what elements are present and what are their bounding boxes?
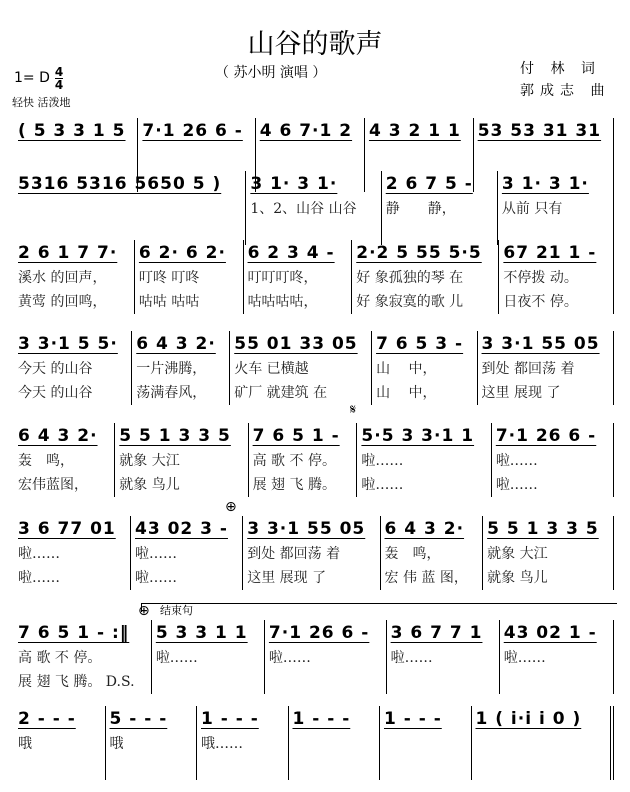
measure-notes: 5 5 1 3 3 5 bbox=[487, 519, 599, 539]
measure-notes: 1 - - - bbox=[201, 709, 259, 729]
lyric-verse-1: 高 歌 不 停。 bbox=[18, 650, 102, 666]
lyric-verse-2: 矿厂 就建筑 在 bbox=[234, 385, 328, 401]
measure bbox=[14, 423, 115, 497]
song-title: 山谷的歌声 bbox=[247, 29, 383, 60]
system-6 bbox=[14, 516, 614, 590]
measure bbox=[152, 620, 265, 694]
lyric-verse-1: 轰 鸣， bbox=[18, 453, 74, 469]
measure-notes: 3 3·1 5 5· bbox=[18, 334, 118, 354]
lyric-verse-1: 啦…… bbox=[18, 546, 60, 562]
measure bbox=[500, 620, 614, 694]
measure bbox=[492, 423, 614, 497]
tempo-marking: 轻快 活泼地 bbox=[12, 96, 71, 109]
lyric-verse-1: 就象 大江 bbox=[119, 453, 180, 469]
lyric-verse-1: 到处 都回荡 着 bbox=[481, 361, 575, 377]
lyric-verse-2: 咕咕咕咕， bbox=[247, 294, 318, 310]
measure-notes: 7 6 5 3 - bbox=[376, 334, 464, 354]
measure bbox=[135, 240, 244, 314]
key: 1= D bbox=[14, 70, 50, 86]
measure-notes: 6 2 3 4 - bbox=[247, 243, 335, 263]
lyric-verse-1: 就象 大江 bbox=[487, 546, 548, 562]
lyric-verse-1: 不停拨 动。 bbox=[503, 270, 578, 286]
lyric-verse-2: 黄莺 的回鸣， bbox=[18, 294, 107, 310]
lyric-verse-2 bbox=[110, 756, 193, 780]
lyric-verse-1: 哦 bbox=[109, 736, 124, 752]
measure bbox=[499, 240, 614, 314]
lyric-verse-1: 一片沸腾， bbox=[136, 361, 207, 377]
composer: 郭成志 曲 bbox=[520, 83, 611, 99]
lyric-verse-1: 好 象孤独的琴 在 bbox=[356, 270, 464, 286]
lyric-verse-1: 叮咚 叮咚 bbox=[138, 270, 200, 286]
lyric-verse-1: 啦…… bbox=[503, 650, 546, 666]
lyric-verse-2: 这里 展现 了 bbox=[247, 570, 327, 586]
measure bbox=[115, 423, 248, 497]
lyric-verse-1: 啦…… bbox=[135, 546, 177, 562]
measure-notes: 43 02 3 - bbox=[135, 519, 228, 539]
measure bbox=[381, 516, 484, 590]
measure-notes: 7·1 26 6 - bbox=[142, 121, 243, 141]
lyric-verse-2: 就象 鸟儿 bbox=[487, 570, 548, 586]
lyric-verse-2: 宏伟蓝图， bbox=[18, 477, 88, 493]
lyricist: 付 林 词 bbox=[520, 61, 601, 77]
lyric-verse-2 bbox=[391, 670, 495, 694]
measure-notes: 1 - - - bbox=[384, 709, 442, 729]
measure bbox=[106, 706, 198, 780]
lyric-verse-1: 啦…… bbox=[361, 453, 404, 469]
lyric-verse-2 bbox=[504, 670, 609, 694]
lyric-verse-1: 啦…… bbox=[495, 453, 538, 469]
lyric-verse-2 bbox=[476, 756, 606, 780]
lyric-verse-2 bbox=[384, 756, 467, 780]
measure-notes: 6 2· 6 2· bbox=[138, 243, 226, 263]
measure bbox=[230, 331, 372, 405]
measure bbox=[483, 516, 614, 590]
lyric-verse-2: 山 中， bbox=[376, 385, 437, 401]
measure-notes: 53 53 31 31 bbox=[477, 121, 602, 141]
measure bbox=[14, 171, 246, 245]
lyric-verse-1: 火车 已横越 bbox=[234, 361, 309, 377]
lyric-verse-2: 啦…… bbox=[495, 477, 538, 493]
measure bbox=[246, 171, 381, 245]
measure bbox=[352, 240, 499, 314]
lyric-verse-1 bbox=[478, 144, 609, 168]
lyric-verse-2: 好 象寂寞的歌 儿 bbox=[356, 294, 464, 310]
system-4 bbox=[14, 331, 614, 405]
measure bbox=[14, 331, 132, 405]
lyric-verse-2: 荡满春风， bbox=[136, 385, 207, 401]
measure-notes: 67 21 1 - bbox=[503, 243, 597, 263]
lyric-verse-1: 哦…… bbox=[201, 736, 243, 752]
system-5 bbox=[14, 423, 614, 497]
measure bbox=[132, 331, 230, 405]
measure bbox=[14, 706, 106, 780]
lyric-verse-1 bbox=[476, 732, 606, 756]
measure-notes: 7 6 5 1 - :‖ bbox=[18, 623, 130, 643]
measure-notes: 6 4 3 2· bbox=[18, 426, 98, 446]
lyric-verse-2: 宏 伟 蓝 图， bbox=[384, 570, 468, 586]
measure bbox=[14, 516, 131, 590]
lyric-verse-1: 轰 鸣， bbox=[384, 546, 441, 562]
measure-notes: 5316 5316 5650 5 ) bbox=[18, 174, 222, 194]
lyric-verse-2: 日夜不 停。 bbox=[503, 294, 578, 310]
measure bbox=[498, 171, 614, 245]
lyric-verse-2: 这里 展现 了 bbox=[481, 385, 561, 401]
measure-notes: 55 01 33 05 bbox=[234, 334, 358, 354]
measure-notes: 2·2 5 55 5·5 bbox=[356, 243, 482, 263]
measure-notes: 3 6 77 01 bbox=[18, 519, 116, 539]
key-signature bbox=[14, 64, 63, 92]
measure bbox=[472, 706, 614, 780]
lyric-verse-1: 叮叮叮咚， bbox=[247, 270, 318, 286]
lyric-verse-1 bbox=[18, 197, 241, 221]
measure-notes: 1 ( i·i i 0 ) bbox=[475, 709, 582, 729]
lyric-verse-1 bbox=[293, 732, 376, 756]
coda-icon: ⊕ bbox=[225, 499, 237, 515]
measure-notes: ( 5 3 3 1 5 bbox=[18, 121, 126, 141]
measure-notes: 7·1 26 6 - bbox=[495, 426, 597, 446]
measure bbox=[289, 706, 381, 780]
lyric-verse-1: 山 中， bbox=[376, 361, 437, 377]
measure bbox=[357, 423, 491, 497]
measure bbox=[478, 331, 614, 405]
measure-notes: 2 6 7 5 - bbox=[385, 174, 473, 194]
coda-icon-2: ⊕ bbox=[138, 603, 150, 619]
measure-notes: 3 6 7 7 1 bbox=[390, 623, 483, 643]
measure bbox=[244, 240, 353, 314]
system-3 bbox=[14, 240, 614, 314]
lyric-verse-2: 展 翅 飞 腾。 bbox=[252, 477, 336, 493]
measure bbox=[197, 706, 289, 780]
lyric-verse-2 bbox=[156, 670, 260, 694]
measure bbox=[243, 516, 380, 590]
time-bottom: 4 bbox=[54, 77, 64, 92]
system-2 bbox=[14, 171, 614, 245]
measure-notes: 5 5 1 3 3 5 bbox=[119, 426, 231, 446]
lyric-verse-2 bbox=[201, 756, 284, 780]
time-top: 4 bbox=[54, 64, 64, 79]
measure bbox=[14, 620, 152, 694]
measure-notes: 4 6 7·1 2 bbox=[259, 121, 353, 141]
lyric-verse-1 bbox=[384, 732, 467, 756]
measure bbox=[14, 240, 135, 314]
lyric-verse-2: 就象 鸟儿 bbox=[119, 477, 180, 493]
measure-notes: 43 02 1 - bbox=[503, 623, 597, 643]
lyric-verse-2 bbox=[269, 670, 382, 694]
lyric-verse-1 bbox=[260, 144, 360, 168]
measure-notes: 3 3·1 55 05 bbox=[481, 334, 600, 354]
lyric-verse-1: 高 歌 不 停。 bbox=[252, 453, 336, 469]
system-7 bbox=[14, 620, 614, 694]
lyric-verse-1 bbox=[142, 144, 250, 168]
measure-notes: 3 1· 3 1· bbox=[250, 174, 338, 194]
measure bbox=[131, 516, 243, 590]
lyric-verse-1: 啦…… bbox=[390, 650, 433, 666]
lyric-verse-2 bbox=[18, 756, 101, 780]
measure bbox=[380, 706, 472, 780]
lyric-verse-2: 啦…… bbox=[361, 477, 404, 493]
lyric-verse-2 bbox=[293, 756, 376, 780]
lyric-verse-2: 展 翅 飞 腾。 D.S. bbox=[18, 674, 135, 690]
lyric-verse-1: 今天 的山谷 bbox=[18, 361, 93, 377]
lyric-verse-1: 从前 只有 bbox=[501, 201, 563, 217]
measure-notes: 2 - - - bbox=[18, 709, 76, 729]
measure bbox=[382, 171, 498, 245]
measure-notes: 1 - - - bbox=[292, 709, 351, 729]
lyric-verse-1 bbox=[369, 144, 469, 168]
lyric-verse-2: 今天 的山谷 bbox=[18, 385, 93, 401]
lyric-verse-1: 1、2、山谷 山谷 bbox=[250, 201, 357, 217]
time-signature bbox=[55, 66, 63, 91]
measure-notes: 6 4 3 2· bbox=[384, 519, 465, 539]
segno-icon: 𝄋 bbox=[350, 402, 357, 418]
lyric-verse-1: 啦…… bbox=[155, 650, 198, 666]
measure bbox=[387, 620, 500, 694]
ending-label: 结束句 bbox=[160, 604, 193, 617]
measure-notes: 3 1· 3 1· bbox=[501, 174, 589, 194]
lyric-verse-1: 到处 都回荡 着 bbox=[247, 546, 341, 562]
lyric-verse-1: 哦 bbox=[18, 736, 32, 752]
measure-notes: 7 6 5 1 - bbox=[252, 426, 340, 446]
measure-notes: 5·5 3 3·1 1 bbox=[361, 426, 475, 446]
measure-notes: 2 6 1 7 7· bbox=[18, 243, 118, 263]
lyric-verse-2: 啦…… bbox=[18, 570, 60, 586]
lyric-verse-1 bbox=[18, 144, 133, 168]
lyric-verse-2: 咕咕 咕咕 bbox=[138, 294, 200, 310]
lyric-verse-1: 静 静， bbox=[385, 201, 456, 217]
measure-notes: 5 - - - bbox=[109, 709, 168, 729]
measure bbox=[372, 331, 477, 405]
measure-notes: 3 3·1 55 05 bbox=[247, 519, 366, 539]
ending-bracket bbox=[141, 603, 617, 612]
singer: （ 苏小明 演唱 ） bbox=[215, 65, 327, 81]
measure-notes: 6 4 3 2· bbox=[136, 334, 216, 354]
lyric-verse-1: 溪水 的回声， bbox=[18, 270, 107, 286]
system-8 bbox=[14, 706, 614, 780]
lyric-verse-1: 啦…… bbox=[268, 650, 311, 666]
measure-notes: 7·1 26 6 - bbox=[268, 623, 370, 643]
lyric-verse-2: 啦…… bbox=[135, 570, 177, 586]
measure-notes: 4 3 2 1 1 bbox=[368, 121, 461, 141]
measure-notes: 5 3 3 1 1 bbox=[155, 623, 248, 643]
measure bbox=[249, 423, 358, 497]
measure bbox=[265, 620, 387, 694]
